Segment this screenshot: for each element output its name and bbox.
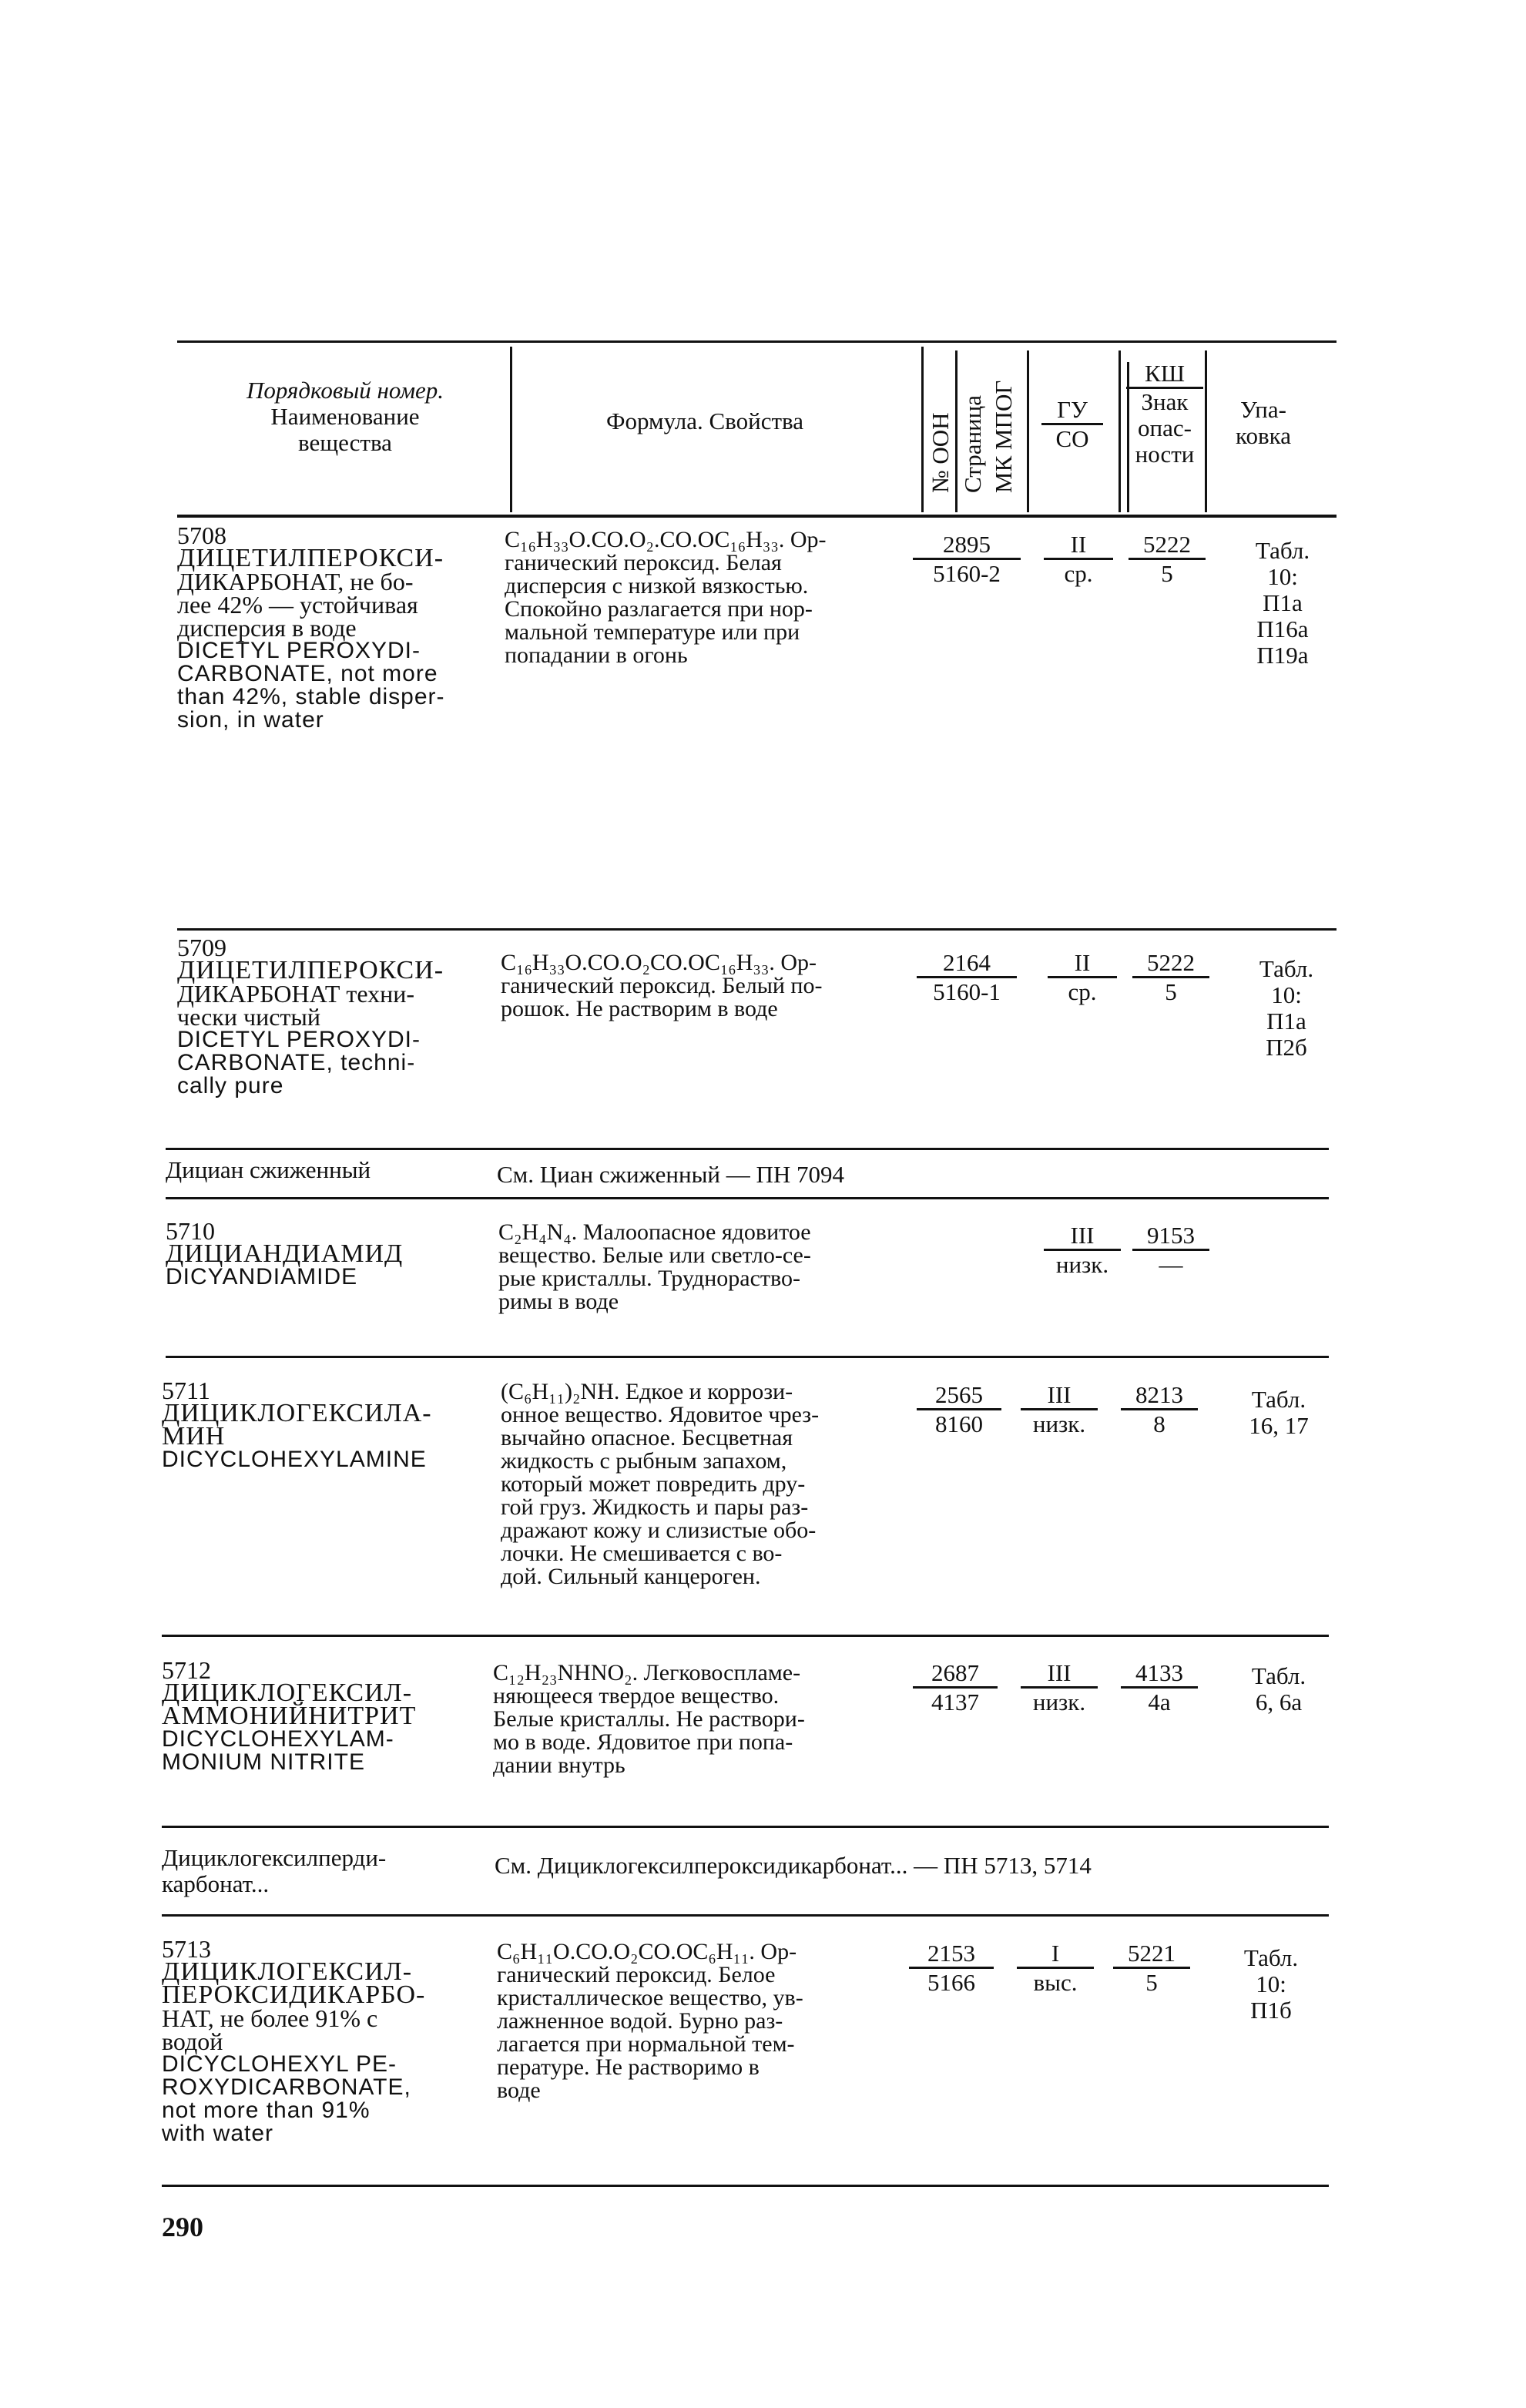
- prop-line: C₁₆H₃₃O.CO.O₂CO.OC₁₆H₃₃. Ор-: [501, 950, 817, 975]
- mk-page: 5160-2: [933, 560, 1001, 587]
- pack-line: Табл.: [1251, 1386, 1306, 1413]
- pack-line: 10:: [1271, 981, 1302, 1008]
- name-line: not more than 91%: [162, 2098, 371, 2123]
- prop-line: римы в воде: [498, 1289, 619, 1314]
- name-line: АММОНИЙНИТРИТ: [162, 1702, 417, 1730]
- sign-value: 5: [1165, 978, 1177, 1005]
- prop-line: C₂H₄N₄. Малоопасное ядовитое: [498, 1219, 811, 1245]
- name-line: ДИКАРБОНАТ, не бо-: [177, 568, 414, 595]
- prop-line: жидкость с рыбным запахом,: [501, 1448, 787, 1474]
- header-col-formula: Формула. Свойства: [606, 407, 803, 434]
- header-pack-line: ковка: [1236, 422, 1291, 449]
- name-line: ДИЦИКЛОГЕКСИЛ-: [162, 1957, 413, 1986]
- name-line: sion, in water: [177, 707, 324, 733]
- prop-line: который может повредить дру-: [501, 1471, 806, 1497]
- co-value: низк.: [1032, 1689, 1086, 1715]
- entry-name: [162, 1379, 493, 1471]
- header-ksh-block: [1126, 361, 1203, 468]
- pack-line: П1а: [1266, 1008, 1306, 1035]
- prop-line: C₁₆H₃₃O.CO.O₂.CO.OC₁₆H₃₃. Ор-: [505, 527, 827, 552]
- packaging: [1229, 1663, 1329, 1715]
- name-line: чески чистый: [177, 1003, 320, 1031]
- pack-line: Табл.: [1259, 955, 1314, 982]
- name-line: ДИЦИКЛОГЕКСИЛА-: [162, 1399, 432, 1427]
- un-number: 2153: [909, 1940, 994, 1969]
- entry-5710: [166, 1206, 1329, 1344]
- prop-line: пературе. Не растворимо в: [497, 2054, 760, 2080]
- header-divider: [1119, 350, 1121, 512]
- name-line: ДИЦЕТИЛПЕРОКСИ-: [177, 544, 444, 572]
- entry-name: [162, 1658, 493, 1774]
- gu-value: I: [1017, 1940, 1094, 1969]
- co-value: низк.: [1055, 1251, 1109, 1278]
- gu-value: II: [1044, 532, 1113, 560]
- header-col-name: [183, 377, 507, 456]
- gu-co: [1021, 1382, 1098, 1438]
- prop-line: мальной температуре или при: [505, 619, 800, 645]
- name-line: DICETYL PEROXYDI-: [177, 1027, 421, 1052]
- gu-co: [1048, 950, 1117, 1006]
- row-rule: [162, 2185, 1329, 2187]
- co-value: выс.: [1033, 1969, 1078, 1996]
- entry-number: 5709: [177, 934, 226, 961]
- prop-line: дражают кожу и слизистые обо-: [501, 1518, 817, 1543]
- ksh-sign: [1132, 950, 1209, 1006]
- pack-line: П1б: [1250, 1997, 1292, 2024]
- name-line: than 42%, stable disper-: [177, 684, 445, 709]
- pack-line: 16, 17: [1249, 1412, 1309, 1439]
- header-divider: [510, 347, 512, 512]
- ksh-value: 9153: [1132, 1222, 1209, 1251]
- sign-value: 5: [1161, 560, 1173, 587]
- header-name-line: Порядковый номер.: [246, 377, 444, 404]
- un-page: [913, 1660, 998, 1716]
- name-line: лее 42% — устойчивая: [177, 591, 418, 619]
- row-rule: [162, 1914, 1329, 1917]
- row-rule: [177, 928, 1337, 931]
- entry-number: 5712: [162, 1656, 211, 1684]
- name-line: ДИЦИКЛОГЕКСИЛ-: [162, 1679, 413, 1707]
- pack-line: 6, 6а: [1255, 1689, 1303, 1715]
- prop-line: вещество. Белые или светло-се-: [498, 1243, 811, 1268]
- name-line: ДИЦЕТИЛПЕРОКСИ-: [177, 956, 444, 984]
- entry-5708: [177, 524, 1337, 924]
- ksh-value: 4133: [1121, 1660, 1198, 1689]
- entry-name: [177, 524, 508, 732]
- prop-line: ганический пероксид. Белый по-: [501, 973, 823, 998]
- ksh-sign: [1121, 1660, 1198, 1716]
- prop-line: вычайно опасное. Бесцветная: [501, 1425, 793, 1451]
- pack-line: П19а: [1256, 642, 1309, 669]
- row-rule: [162, 1635, 1329, 1637]
- see-reference: См. Дициклогексилпероксидикарбонат... — ПН 5713, 5714: [495, 1852, 1092, 1879]
- pack-line: Табл.: [1243, 1944, 1299, 1971]
- prop-line: дании внутрь: [493, 1752, 625, 1778]
- prop-line: онное вещество. Ядовитое чрез-: [501, 1402, 820, 1427]
- prop-line: ганический пероксид. Белое: [497, 1962, 776, 1987]
- prop-line: (C₆H₁₁)₂NH. Едкое и коррози-: [501, 1379, 793, 1404]
- prop-line: Спокойно разлагается при нор-: [505, 596, 813, 622]
- ksh-value: 5222: [1132, 950, 1209, 978]
- un-number: 2895: [913, 532, 1021, 560]
- header-sign-line: опас-: [1138, 414, 1192, 441]
- prop-line: дой. Сильный канцероген.: [501, 1564, 761, 1589]
- name-line: МИН: [162, 1422, 226, 1451]
- name-line: ПЕРОКСИДИКАРБО-: [162, 1980, 426, 2009]
- packaging: [1233, 538, 1333, 669]
- pack-line: Табл.: [1251, 1662, 1306, 1689]
- header-name-line: вещества: [298, 429, 392, 456]
- un-page: [917, 1382, 1001, 1438]
- ksh-sign: [1132, 1222, 1209, 1279]
- entry-properties: [505, 528, 851, 667]
- name-line: CARBONATE, not more: [177, 661, 438, 686]
- mk-page: 8160: [935, 1410, 983, 1437]
- entry-properties: [497, 1940, 847, 2102]
- prop-line: лочки. Не смешивается с во-: [501, 1541, 783, 1566]
- name-line: ROXYDICARBONATE,: [162, 2074, 411, 2100]
- header-divider: [921, 347, 924, 512]
- header-col-page-1: Страница: [959, 395, 986, 493]
- header-divider: [1127, 362, 1129, 512]
- prop-line: попадании в огонь: [505, 642, 688, 668]
- name-line: DICYCLOHEXYLAM-: [162, 1726, 394, 1752]
- un-page: [909, 1940, 994, 1997]
- header-col-ksh: КШ: [1126, 361, 1203, 389]
- entry-properties: [493, 1662, 847, 1777]
- name-line: CARBONATE, techni-: [177, 1050, 416, 1075]
- header-col-pack: [1217, 397, 1310, 449]
- header-divider: [955, 350, 958, 512]
- entry-name: [166, 1219, 497, 1289]
- pack-line: 10:: [1256, 1970, 1286, 1997]
- entry-name: [177, 936, 508, 1098]
- sign-value: —: [1159, 1251, 1183, 1278]
- see-name-line: Дициклогексилперди-: [162, 1844, 387, 1871]
- ksh-value: 5222: [1129, 532, 1206, 560]
- co-value: ср.: [1064, 560, 1093, 587]
- see-name-line: карбонат...: [162, 1870, 270, 1897]
- entry-name: [162, 1937, 493, 2145]
- name-line: MONIUM NITRITE: [162, 1749, 365, 1775]
- un-page: [917, 950, 1017, 1006]
- pack-line: 10:: [1267, 563, 1298, 590]
- name-line: DICETYL PEROXYDI-: [177, 638, 421, 663]
- pack-line: П2б: [1266, 1034, 1307, 1061]
- entry-number: 5708: [177, 522, 226, 549]
- see-name: [162, 1845, 386, 1897]
- gu-value: III: [1021, 1382, 1098, 1410]
- row-rule: [166, 1197, 1329, 1199]
- see-name: Дициан сжиженный: [166, 1156, 371, 1183]
- prop-line: мо в воде. Ядовитое при попа-: [493, 1729, 793, 1755]
- packaging: [1221, 1945, 1321, 2024]
- un-number: 2164: [917, 950, 1017, 978]
- pack-line: П16а: [1256, 615, 1309, 642]
- header-sign-line: Знак: [1141, 388, 1189, 415]
- header-sign-line: ности: [1135, 441, 1195, 468]
- co-value: ср.: [1068, 978, 1097, 1005]
- name-line: дисперсия в воде: [177, 614, 357, 642]
- header-name-line: Наименование: [270, 403, 420, 430]
- prop-line: дисперсия с низкой вязкостью.: [505, 573, 809, 599]
- entry-number: 5713: [162, 1935, 211, 1963]
- page-number: 290: [162, 2212, 203, 2242]
- prop-line: Белые кристаллы. Не раствори-: [493, 1706, 805, 1732]
- ksh-sign: [1121, 1382, 1198, 1438]
- prop-line: ганический пероксид. Белая: [505, 550, 782, 575]
- entry-properties: [501, 951, 851, 1021]
- packaging: [1229, 1387, 1329, 1439]
- gu-value: III: [1021, 1660, 1098, 1689]
- prop-line: воде: [497, 2078, 541, 2103]
- name-line: водой: [162, 2027, 223, 2055]
- row-rule: [166, 1356, 1329, 1358]
- ksh-value: 8213: [1121, 1382, 1198, 1410]
- name-line: with water: [162, 2121, 274, 2146]
- prop-line: C₁₂H₂₃NHNO₂. Легковоспламе-: [493, 1660, 801, 1685]
- sign-value: 4а: [1148, 1689, 1171, 1715]
- row-rule: [166, 1148, 1329, 1150]
- pack-line: Табл.: [1255, 537, 1310, 564]
- ksh-sign: [1129, 532, 1206, 588]
- entry-5713: [162, 1922, 1329, 2161]
- entry-5711: [162, 1365, 1329, 1627]
- ksh-value: 5221: [1113, 1940, 1190, 1969]
- gu-co: [1044, 532, 1113, 588]
- entry-5712: [162, 1645, 1329, 1799]
- gu-value: II: [1048, 950, 1117, 978]
- header-col-gu: ГУ: [1041, 397, 1103, 425]
- entry-5709: [177, 936, 1337, 1144]
- mk-page: 5160-1: [933, 978, 1001, 1005]
- co-value: низк.: [1032, 1410, 1086, 1437]
- prop-line: лагается при нормальной тем-: [497, 2031, 795, 2057]
- prop-line: рошок. Не растворим в воде: [501, 996, 778, 1021]
- name-line: ДИКАРБОНАТ техни-: [177, 980, 415, 1008]
- header-pack-line: Упа-: [1240, 396, 1286, 423]
- entry-number: 5711: [162, 1377, 210, 1404]
- pack-line: П1а: [1263, 589, 1303, 616]
- name-line: DICYCLOHEXYLAMINE: [162, 1447, 427, 1472]
- header-bottom-rule: [177, 515, 1337, 518]
- mk-page: 5166: [927, 1969, 975, 1996]
- header-gu-co: [1041, 397, 1103, 453]
- header-divider: [1205, 350, 1207, 512]
- name-line: НАТ, не более 91% с: [162, 2004, 378, 2032]
- prop-line: C₆H₁₁O.CO.O₂CO.OC₆H₁₁. Ор-: [497, 1939, 797, 1964]
- prop-line: лажненное водой. Бурно раз-: [497, 2008, 783, 2034]
- see-reference: См. Циан сжиженный — ПН 7094: [497, 1161, 845, 1188]
- header-col-un: № ООН: [927, 412, 954, 493]
- gu-co: [1044, 1222, 1121, 1279]
- name-line: cally pure: [177, 1073, 284, 1098]
- entry-properties: [498, 1221, 849, 1313]
- prop-line: рые кристаллы. Труднораство-: [498, 1266, 800, 1291]
- entry-number: 5710: [166, 1217, 215, 1245]
- see-row-dicyclohexyl: [162, 1845, 1329, 1907]
- mk-page: 4137: [931, 1689, 979, 1715]
- header-top-rule: [177, 340, 1337, 343]
- row-rule: [162, 1826, 1329, 1828]
- prop-line: няющееся твердое вещество.: [493, 1683, 780, 1709]
- prop-line: гой груз. Жидкость и пары раз-: [501, 1494, 809, 1520]
- header-divider: [1027, 350, 1029, 512]
- gu-value: III: [1044, 1222, 1121, 1251]
- packaging: [1236, 956, 1337, 1061]
- gu-co: [1017, 1940, 1094, 1997]
- name-line: DICYANDIAMIDE: [166, 1264, 358, 1290]
- un-number: 2565: [917, 1382, 1001, 1410]
- prop-line: кристаллическое вещество, ув-: [497, 1985, 803, 2011]
- name-line: ДИЦИАНДИАМИД: [166, 1239, 404, 1268]
- sign-value: 5: [1145, 1969, 1158, 1996]
- header-col-page-2: МК МПОГ: [990, 380, 1017, 493]
- gu-co: [1021, 1660, 1098, 1716]
- name-line: DICYCLOHEXYL PE-: [162, 2051, 397, 2077]
- ksh-sign: [1113, 1940, 1190, 1997]
- entry-properties: [501, 1380, 855, 1588]
- header-col-co: СО: [1055, 425, 1089, 452]
- un-page: [913, 532, 1021, 588]
- sign-value: 8: [1153, 1410, 1165, 1437]
- un-number: 2687: [913, 1660, 998, 1689]
